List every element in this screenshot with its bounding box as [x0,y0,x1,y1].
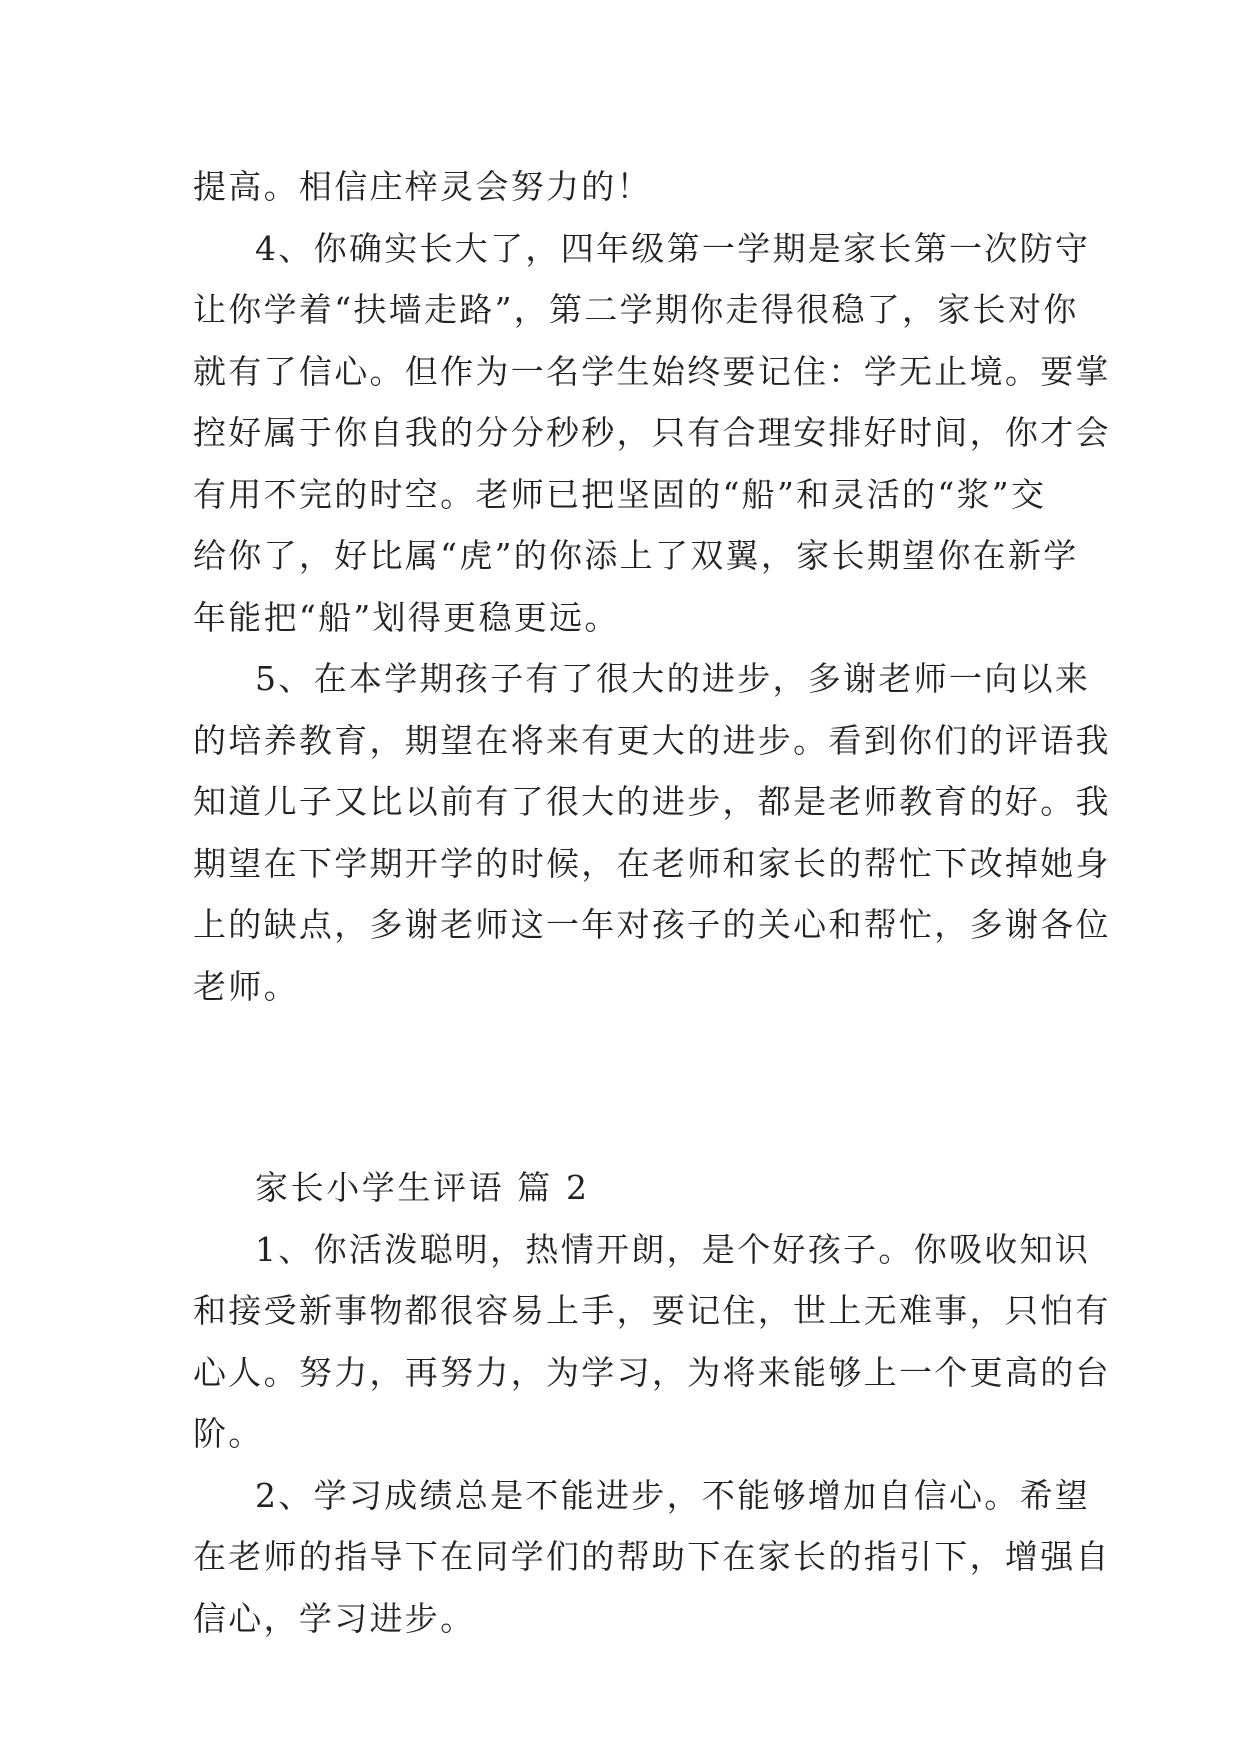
text-line: 5、在本学期孩子有了很大的进步，多谢老师一向以来 [255,659,1091,698]
text-line: 给你了，好比属“虎”的你添上了双翼，家长期望你在新学 [193,536,1079,575]
text-line: 知道儿子又比以前有了很大的进步，都是老师教育的好。我 [193,782,1111,821]
text-line: 就有了信心。但作为一名学生始终要记住：学无止境。要掌 [193,351,1111,391]
section-heading: 家长小学生评语 篇 2 [255,1168,590,1207]
text-line: 和接受新事物都很容易上手，要记住，世上无难事，只怕有 [193,1291,1111,1330]
section-spacer [193,1017,1055,1157]
text-line: 年能把“船”划得更稳更远。 [193,597,620,637]
text-line: 的培养教育，期望在将来有更大的进步。看到你们的评语我 [193,720,1111,760]
text-line: 2、学习成绩总是不能进步，不能够增加自信心。希望 [255,1475,1091,1515]
text-line: 老师。 [193,966,299,1006]
text-line: 心人。努力，再努力，为学习，为将来能够上一个更高的台 [193,1352,1111,1392]
text-line: 有用不完的时空。老师已把坚固的“船”和灵活的“浆”交 [193,474,1047,514]
text-line: 信心，学习进步。 [193,1598,476,1638]
text-line: 控好属于你自我的分分秒秒，只有合理安排好时间，你才会 [193,413,1111,452]
text-line: 4、你确实长大了，四年级第一学期是家长第一次防守 [255,228,1091,268]
text-line: 上的缺点，多谢老师这一年对孩子的关心和帮忙，多谢各位 [193,905,1111,944]
document-content [193,156,1111,1649]
text-line: 阶。 [193,1414,264,1453]
text-line: 让你学着“扶墙走路”，第二学期你走得很稳了，家长对你 [193,290,1079,329]
text-line: 提高。相信庄梓灵会努力的！ [193,167,652,206]
text-line: 1、你活泼聪明，热情开朗，是个好孩子。你吸收知识 [255,1229,1091,1269]
text-line: 在老师的指导下在同学们的帮助下在家长的指引下，增强自 [193,1537,1111,1576]
text-line: 期望在下学期开学的时候，在老师和家长的帮忙下改掉她身 [193,843,1111,883]
